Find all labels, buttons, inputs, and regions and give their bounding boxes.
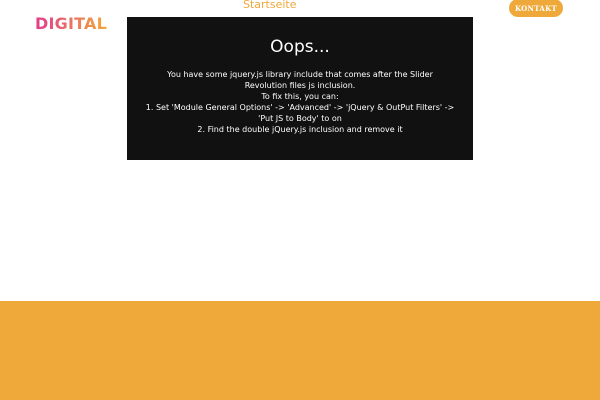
error-fix-step-1: 1. Set 'Module General Options' -> 'Advanced' -> 'jQuery & OutPut Filters' -> 'Put JS to Body' to on	[145, 103, 455, 123]
error-message: You have some jquery.js library include that comes after the Slider Revolution files js inclusion.	[167, 70, 433, 90]
error-title: Oops...	[270, 37, 330, 57]
nav-link-startseite[interactable]: Startseite	[243, 0, 297, 11]
orange-section-band	[0, 301, 600, 400]
logo-word-primary: DIGITAL	[35, 14, 107, 33]
error-fix-intro: To fix this, you can:	[261, 92, 339, 101]
slider-error-overlay	[127, 17, 473, 160]
error-fix-step-2: 2. Find the double jQuery.js inclusion and remove it	[197, 125, 403, 134]
contact-button[interactable]: KONTAKT	[509, 0, 563, 17]
